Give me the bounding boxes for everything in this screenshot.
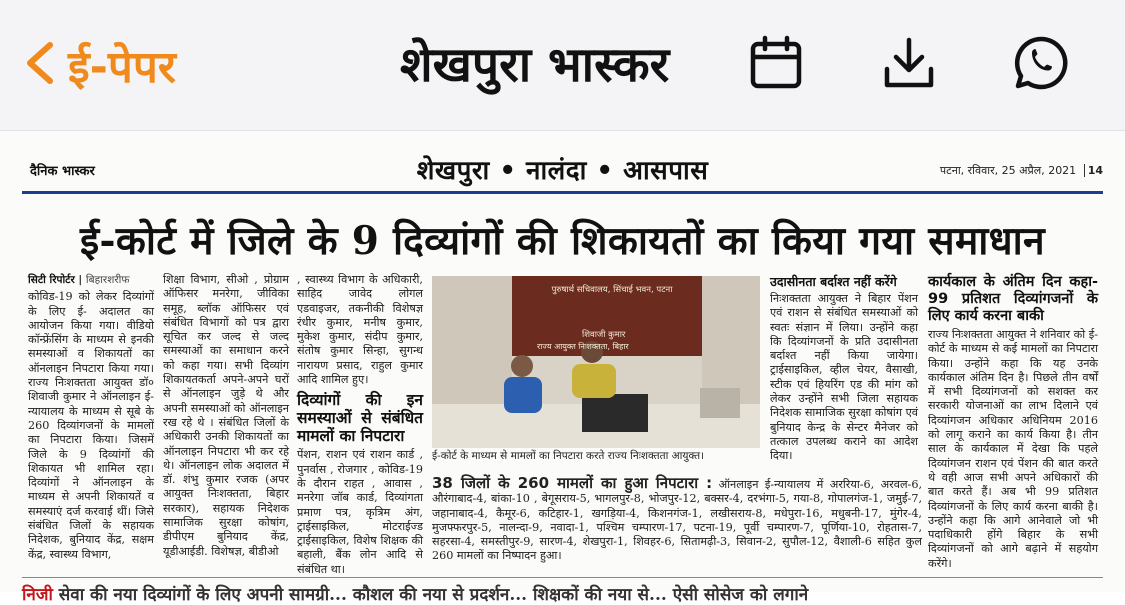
photo-caption: ई-कोर्ट के माध्यम से मामलों का निपटारा करते राज्य निःशक्तता आयुक्त।	[432, 450, 705, 462]
back-label: ई-पेपर	[68, 42, 176, 93]
photo-subtitle: राज्य आयुक्त निःशक्तता, बिहार	[537, 342, 629, 351]
newspaper-brand: दैनिक भास्कर	[30, 164, 95, 179]
download-icon	[881, 35, 937, 95]
page-number: 14	[1084, 164, 1103, 177]
calendar-button[interactable]	[745, 34, 807, 96]
article-column-3	[297, 273, 423, 577]
teaser-red-text: निजी	[22, 585, 53, 605]
column-4-subhead: उदासीनता बर्दाश्त नहीं करेंगे	[770, 274, 897, 289]
article-photo	[432, 276, 760, 448]
byline: सिटी रिपोर्टर | बिहारशरीफ	[28, 274, 130, 286]
districts-text: ऑनलाइन ई-न्यायालय में अररिया-6, अरवल-6, औरंगाबाद-4, बांका-10 , बेगूसराय-5, भागलपुर-8, भोजपुर-12, बक्सर-4, दरभंगा-5, गया-8, गोपालगंज-1, जमुई-7, जहानाबाद-4, कैमूर-6, कटिहार-1, खगड़िया-4, किशनगंज-1, लखीसराय-8, मधेपुरा-16, मधुबनी-17, मुंगेर-4, मुजफ्फरपुर-5, नालन्दा-9, नवादा-1, पश्चिम चम्पारण-17, पटना-19, पूर्वी चम्पारण-7, पूर्णिया-10, रोहतास-7, सहरसा-4, समस्तीपुर-9, सारण-4, शेखपुरा-1, शिवहर-6, सितामढ़ी-3, सिवान-2, सुपौल-12, वैशाली-6 सहित कुल 260 मामलों का निष्पादन हुआ।	[432, 478, 923, 563]
column-2-text: शिक्षा विभाग, सीओ , प्रोग्राम ऑफिसर मनरेगा, जीविका समूह, ब्लॉक ऑफिसर एवं संबंधित विभागों को पत्र द्वारा सूचित कर जल्द से जल्द समस्याओं का समाधान करने को कहा गया। सभी दिव्यांग शिकायतकर्ता अपने-अपने घरों से ऑनलाइन जुड़े थे और अपनी समस्याओं को ऑनलाइन रख रहे थे । संबंधित जिलों के अधिकारी उनकी शिकायतों का ऑनलाइन निपटारा भी कर रहे थे। ऑनलाइन लोक अदालत में डॉ. शंभु कुमार रजक (अपर आयुक्त निःशक्तता, बिहार सरकार), सहायक निदेशक सामाजिक सुरक्षा कोषांग, डीपीएम बुनियाद केंद्र, यूडीआईडी. विशेषज्ञ, बीडीओ	[163, 273, 289, 558]
districts-subhead: 38 जिलों के 260 मामलों का हुआ निपटारा :	[432, 474, 713, 492]
chevron-left-icon	[24, 41, 54, 89]
next-article-teaser	[22, 582, 808, 605]
teaser-text: सेवा की नया दिव्यांगों के लिए अपनी सामग्री... कौशल की नया से प्रदर्शन... शिक्षकों की नया से... ऐसी सोसेज को लगाने	[52, 585, 809, 605]
column-3-text-a: , स्वास्थ्य विभाग के अधिकारी, साहिद जावेद लोगल एडवाइजर, तकनीकी विशेषज्ञ रंधीर कुमार, मनीष कुमार, मुकेश कुमार, संदीप कुमार, संतोष कुमार सिन्हा, सुगन्ध नारायण प्रसाद, राहुल कुमार आदि शामिल हुए।	[297, 273, 423, 387]
dateline	[940, 163, 1103, 178]
whatsapp-icon	[1011, 33, 1071, 97]
app-title: शेखपुरा भास्कर	[400, 37, 670, 93]
photo-banner-text: पुरुषार्थ सचिवालय, सिंचाई भवन, पटना	[551, 285, 673, 295]
column-3-text-b: पेंशन, राशन एवं राशन कार्ड , पुनर्वास , रोजगार , कोविड-19 के दौरान राहत , आवास , मनरेगा जॉब कार्ड, दिव्यांगता प्रमाण पत्र, कृत्रिम अंग, ट्राईसाइकिल, मोटराईज्ड ट्राईसाइकिल, विशेष शिक्षक की बहाली, बैंक लोन आदि से संबंधित था।	[297, 448, 423, 576]
calendar-icon	[748, 35, 804, 95]
districts-summary	[432, 476, 922, 564]
photo-nameplate: शिवाजी कुमार	[582, 330, 626, 340]
article-column-5	[928, 274, 1098, 571]
byline-place: बिहारशरीफ	[85, 274, 130, 286]
epaper-page[interactable]	[0, 131, 1125, 605]
byline-author: सिटी रिपोर्टर	[28, 274, 75, 286]
download-button[interactable]	[878, 34, 940, 96]
column-3-subhead: दिव्यांगों की इन समस्याओं से संबंधित मामलों का निपटारा	[297, 391, 423, 446]
column-5-subhead: कार्यकाल के अंतिम दिन कहा- 99 प्रतिशत दिव्यांगजनों के लिए कार्य करना बाकी	[928, 274, 1098, 324]
whatsapp-share-button[interactable]	[1010, 34, 1072, 96]
page-bottom-rule	[22, 577, 1103, 578]
app-toolbar	[0, 0, 1125, 131]
article-column-2	[163, 273, 289, 559]
masthead	[22, 149, 1103, 189]
column-1-text: कोविड-19 को लेकर दिव्यांगों के लिए ई- अदालत का आयोजन किया गया। वीडियो कॉन्फ्रेंसिंग के माध्यम से इनकी समस्याओं व शिकायतों का ऑनलाइन निपटारा किया गया। राज्य निःशक्तता आयुक्त डॉ० शिवाजी कुमार ने ऑनलाइन ई-न्यायालय के माध्यम से सूबे के 260 दिव्यांगजनों के मामलों का निपटारा किया। जिसमें जिले के 9 दिव्यांगों की शिकायत भी शामिल रहा। दिव्यांगों ने ऑनलाइन के माध्यम से अपनी शिकायतें व समस्याएं दर्ज करवाई थीं। जिसे संबंधित जिलों के सहायक निदेशक, बुनियाद केंद्र, सक्षम केंद्र, स्वास्थ्य विभाग,	[28, 290, 154, 561]
masthead-rule	[22, 191, 1103, 194]
article-column-4	[770, 274, 918, 464]
date-text: पटना, रविवार, 25 अप्रैल, 2021	[939, 164, 1077, 177]
article-column-1	[28, 273, 154, 562]
column-5-text: राज्य निःशक्तता आयुक्त ने शनिवार को ई-कोर्ट के माध्यम से कई मामलों का निपटारा किया। उन्होंने कहा कि यह उनके कार्यकाल अंतिम दिन है। पिछले तीन वर्षों में सभी दिव्यांगजनों को सशक्त कर सरकारी योजनाओं का लाभ दिलाने एवं दिव्यांगजन अधिकार अधिनियम 2016 को लागू कराने का कार्य किया है। तीन साल के कार्यकाल में देखा कि पहले दिव्यांगजन राशन एवं पेंशन की बात करते थे वही आज सभी अपने अधिकारों की बात करते हैं। अब भी 99 प्रतिशत दिव्यांगजनों के लिए कार्य करना बाकी है। उन्होंने कहा कि आगे आनेवाले जो भी पदाधिकारी होंगे बिहार के सभी दिव्यांगजनों को आगे बढ़ाने में सहयोग करेंगे।	[928, 328, 1098, 570]
back-button[interactable]	[24, 30, 176, 100]
photo-illustration	[432, 276, 760, 448]
article-headline: ई-कोर्ट में जिले के 9 दिव्यांगों की शिकायतों का किया गया समाधान	[79, 218, 1046, 264]
column-4-text: निःशक्तता आयुक्त ने बिहार पेंशन एवं राशन से संबंधित समस्याओं को स्वतः संज्ञान में लिया। उन्होंने कहा कि दिव्यांगजनों के प्रति उदासीनता बर्दाश्त नहीं किया जायेगा। ट्राईसाइकिल, व्हील चेयर, वैसाखी, स्टीक एवं हियरिंग एड की मांग को लेकर उन्होंने सभी जिला सहायक निदेशक सामाजिक सुरक्षा कोषांग एवं बुनियाद केन्द्र के सेन्टर मैनेजर को तत्काल उपलब्ध कराने का आदेश दिया।	[770, 292, 918, 463]
section-title: शेखपुरा • नालंदा • आसपास	[416, 156, 709, 186]
